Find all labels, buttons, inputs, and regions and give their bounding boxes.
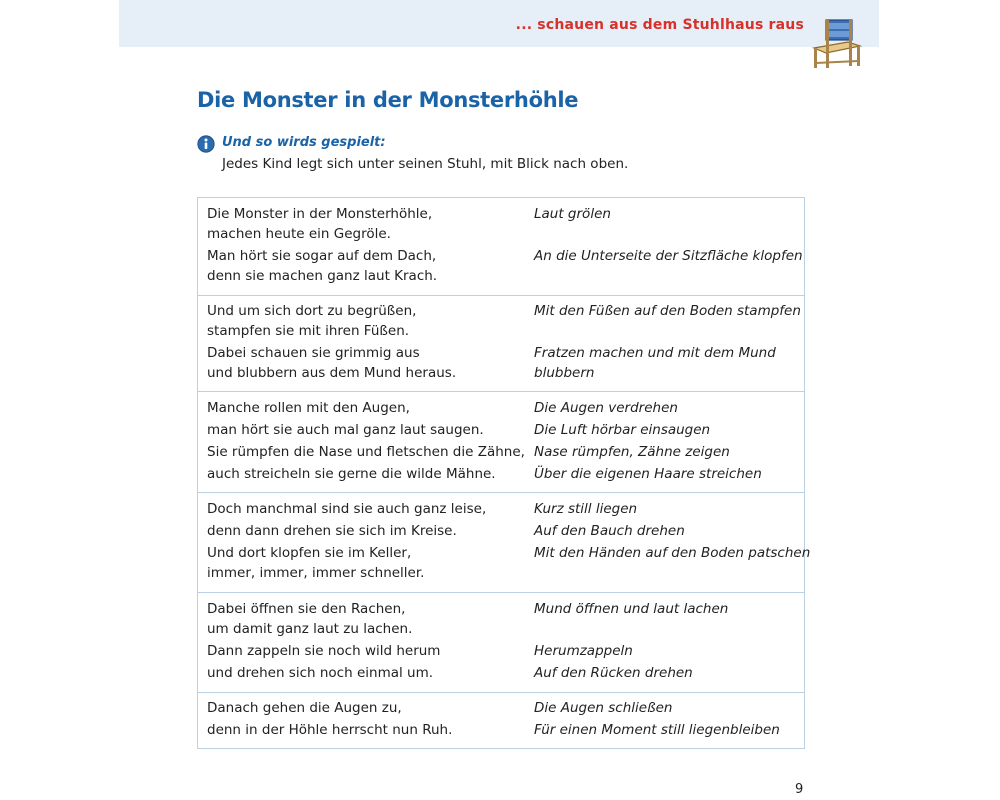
lyric-line: Und um sich dort zu begrüßen, (207, 303, 417, 319)
rules-heading: Und so wirds gespielt: (222, 135, 386, 150)
lyric-line: und blubbern aus dem Mund heraus. (207, 365, 457, 381)
action-line: Mit den Händen auf den Boden patschen (534, 545, 811, 561)
stanza (198, 198, 804, 295)
lyric-line: Die Monster in der Monsterhöhle, (207, 206, 433, 222)
action-line: Auf den Rücken drehen (534, 665, 693, 681)
lyric-line: Und dort klopfen sie im Keller, (207, 545, 412, 561)
lyric-line: denn in der Höhle herrscht nun Ruh. (207, 722, 453, 738)
header-text: ... schauen aus dem Stuhlhaus raus (515, 17, 804, 33)
verse-table (197, 197, 811, 749)
lyric-line: Manche rollen mit den Augen, (207, 400, 410, 416)
action-line: Nase rümpfen, Zähne zeigen (534, 444, 730, 460)
rules-text: Jedes Kind legt sich unter seinen Stuhl, mit Blick nach oben. (222, 156, 629, 172)
lyric-line: immer, immer, immer schneller. (207, 565, 425, 581)
lyric-line: man hört sie auch mal ganz laut saugen. (207, 422, 484, 438)
action-line: Für einen Moment still liegenbleiben (534, 722, 780, 738)
lyric-line: denn sie machen ganz laut Krach. (207, 268, 438, 284)
action-line: An die Unterseite der Sitzfläche klopfen (534, 248, 803, 264)
lyric-line: denn dann drehen sie sich im Kreise. (207, 523, 457, 539)
stanza (198, 295, 804, 392)
action-line: Kurz still liegen (534, 501, 638, 517)
action-line: Laut grölen (534, 206, 611, 222)
action-line: blubbern (534, 365, 595, 381)
lyric-line: um damit ganz laut zu lachen. (207, 621, 413, 637)
lyric-line: auch streicheln sie gerne die wilde Mähne. (207, 466, 496, 482)
lyric-line: Doch manchmal sind sie auch ganz leise, (207, 501, 487, 517)
stanza (198, 692, 804, 749)
lyric-line: Sie rümpfen die Nase und fletschen die Zähne, (207, 444, 525, 460)
action-line: Mund öffnen und laut lachen (534, 601, 729, 617)
lyric-line: Dabei öffnen sie den Rachen, (207, 601, 406, 617)
lyric-line: und drehen sich noch einmal um. (207, 665, 434, 681)
action-line: Die Luft hörbar einsaugen (534, 422, 711, 438)
action-line: Herumzappeln (534, 643, 633, 659)
chair-icon (808, 18, 864, 70)
page-title: Die Monster in der Monsterhöhle (197, 88, 579, 112)
lyric-line: Dabei schauen sie grimmig aus (207, 345, 420, 361)
header-band (119, 0, 879, 47)
action-line: Die Augen schließen (534, 700, 673, 716)
action-line: Über die eigenen Haare streichen (534, 466, 762, 482)
action-line: Auf den Bauch drehen (534, 523, 685, 539)
action-line: Die Augen verdrehen (534, 400, 678, 416)
lyric-line: machen heute ein Gegröle. (207, 226, 391, 242)
info-icon (197, 135, 215, 153)
stanza (198, 391, 804, 493)
stanza (198, 592, 804, 693)
page-number: 9 (795, 782, 804, 797)
stanza (198, 492, 811, 593)
lyric-line: stampfen sie mit ihren Füßen. (207, 323, 410, 339)
action-line: Mit den Füßen auf den Boden stampfen (534, 303, 801, 319)
lyric-line: Man hört sie sogar auf dem Dach, (207, 248, 437, 264)
lyric-line: Dann zappeln sie noch wild herum (207, 643, 441, 659)
action-line: Fratzen machen und mit dem Mund (534, 345, 776, 361)
lyric-line: Danach gehen die Augen zu, (207, 700, 402, 716)
